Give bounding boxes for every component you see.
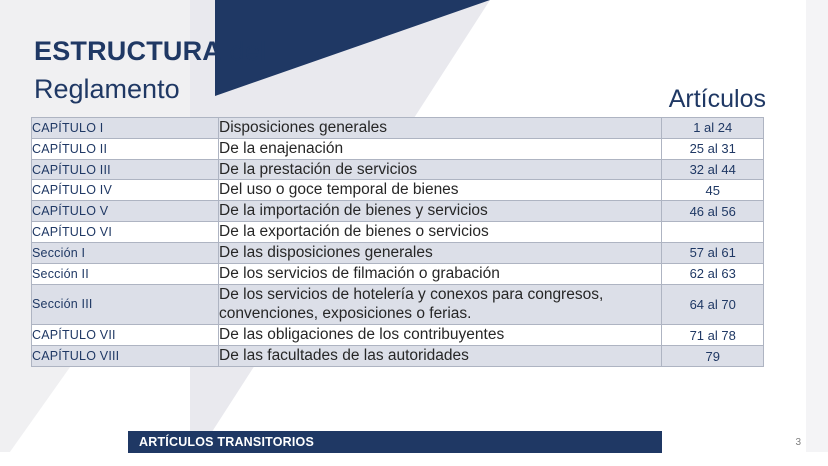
table-cell-articles: 1 al 24 bbox=[662, 118, 764, 139]
table-cell-articles: 64 al 70 bbox=[662, 284, 764, 325]
table-row bbox=[32, 118, 764, 139]
table-cell-chapter: Sección II bbox=[32, 263, 219, 284]
table-row bbox=[32, 201, 764, 222]
background-strip-right bbox=[806, 0, 828, 466]
table-row bbox=[32, 284, 764, 325]
table-cell-articles: 46 al 56 bbox=[662, 201, 764, 222]
table-row bbox=[32, 325, 764, 346]
table-cell-chapter: CAPÍTULO II bbox=[32, 138, 219, 159]
page-title bbox=[34, 36, 266, 104]
table-row bbox=[32, 180, 764, 201]
table-cell-description: De la importación de bienes y servicios bbox=[219, 201, 662, 222]
table-cell-articles: 79 bbox=[662, 346, 764, 367]
table-row bbox=[32, 263, 764, 284]
table-row bbox=[32, 222, 764, 243]
table-cell-articles: 71 al 78 bbox=[662, 325, 764, 346]
table-cell-chapter: CAPÍTULO IV bbox=[32, 180, 219, 201]
table-cell-articles: 45 bbox=[662, 180, 764, 201]
title-bold-text: ESTRUCTURA bbox=[34, 36, 222, 66]
table-cell-chapter: CAPÍTULO V bbox=[32, 201, 219, 222]
articles-column-header: Artículos bbox=[668, 85, 766, 113]
status-badge-transitorios: ARTÍCULOS TRANSITORIOS bbox=[128, 431, 662, 453]
table-cell-description: De los servicios de hotelería y conexos para congresos, convenciones, exposiciones o ferias. bbox=[219, 284, 662, 325]
structure-table bbox=[31, 117, 764, 367]
table-cell-description: Del uso o goce temporal de bienes bbox=[219, 180, 662, 201]
table-row bbox=[32, 159, 764, 180]
table-cell-chapter: CAPÍTULO I bbox=[32, 118, 219, 139]
table-cell-description: De la enajenación bbox=[219, 138, 662, 159]
table-cell-description: De las obligaciones de los contribuyentes bbox=[219, 325, 662, 346]
table-cell-description: Disposiciones generales bbox=[219, 118, 662, 139]
table-cell-articles: 32 al 44 bbox=[662, 159, 764, 180]
table-cell-description: De las disposiciones generales bbox=[219, 242, 662, 263]
table-cell-description: De la prestación de servicios bbox=[219, 159, 662, 180]
table-cell-articles: 62 al 63 bbox=[662, 263, 764, 284]
table-cell-chapter: CAPÍTULO VIII bbox=[32, 346, 219, 367]
table-cell-chapter: CAPÍTULO VII bbox=[32, 325, 219, 346]
table-cell-articles: 57 al 61 bbox=[662, 242, 764, 263]
title-line-two: Reglamento bbox=[34, 74, 180, 105]
table-cell-chapter: CAPÍTULO VI bbox=[32, 222, 219, 243]
title-line-one bbox=[34, 36, 266, 66]
title-rest-text: del bbox=[222, 36, 267, 66]
table-row bbox=[32, 242, 764, 263]
table-row bbox=[32, 138, 764, 159]
table-cell-chapter: CAPÍTULO III bbox=[32, 159, 219, 180]
page-number: 3 bbox=[795, 437, 801, 448]
table-cell-description: De la exportación de bienes o servicios bbox=[219, 222, 662, 243]
table-cell-description: De los servicios de filmación o grabación bbox=[219, 263, 662, 284]
table-row bbox=[32, 346, 764, 367]
table-cell-articles bbox=[662, 222, 764, 243]
table-cell-articles: 25 al 31 bbox=[662, 138, 764, 159]
table-cell-chapter: Sección I bbox=[32, 242, 219, 263]
background-strip-bottom bbox=[0, 452, 828, 466]
table-cell-description: De las facultades de las autoridades bbox=[219, 346, 662, 367]
structure-table-body bbox=[32, 118, 764, 367]
table-cell-chapter: Sección III bbox=[32, 284, 219, 325]
